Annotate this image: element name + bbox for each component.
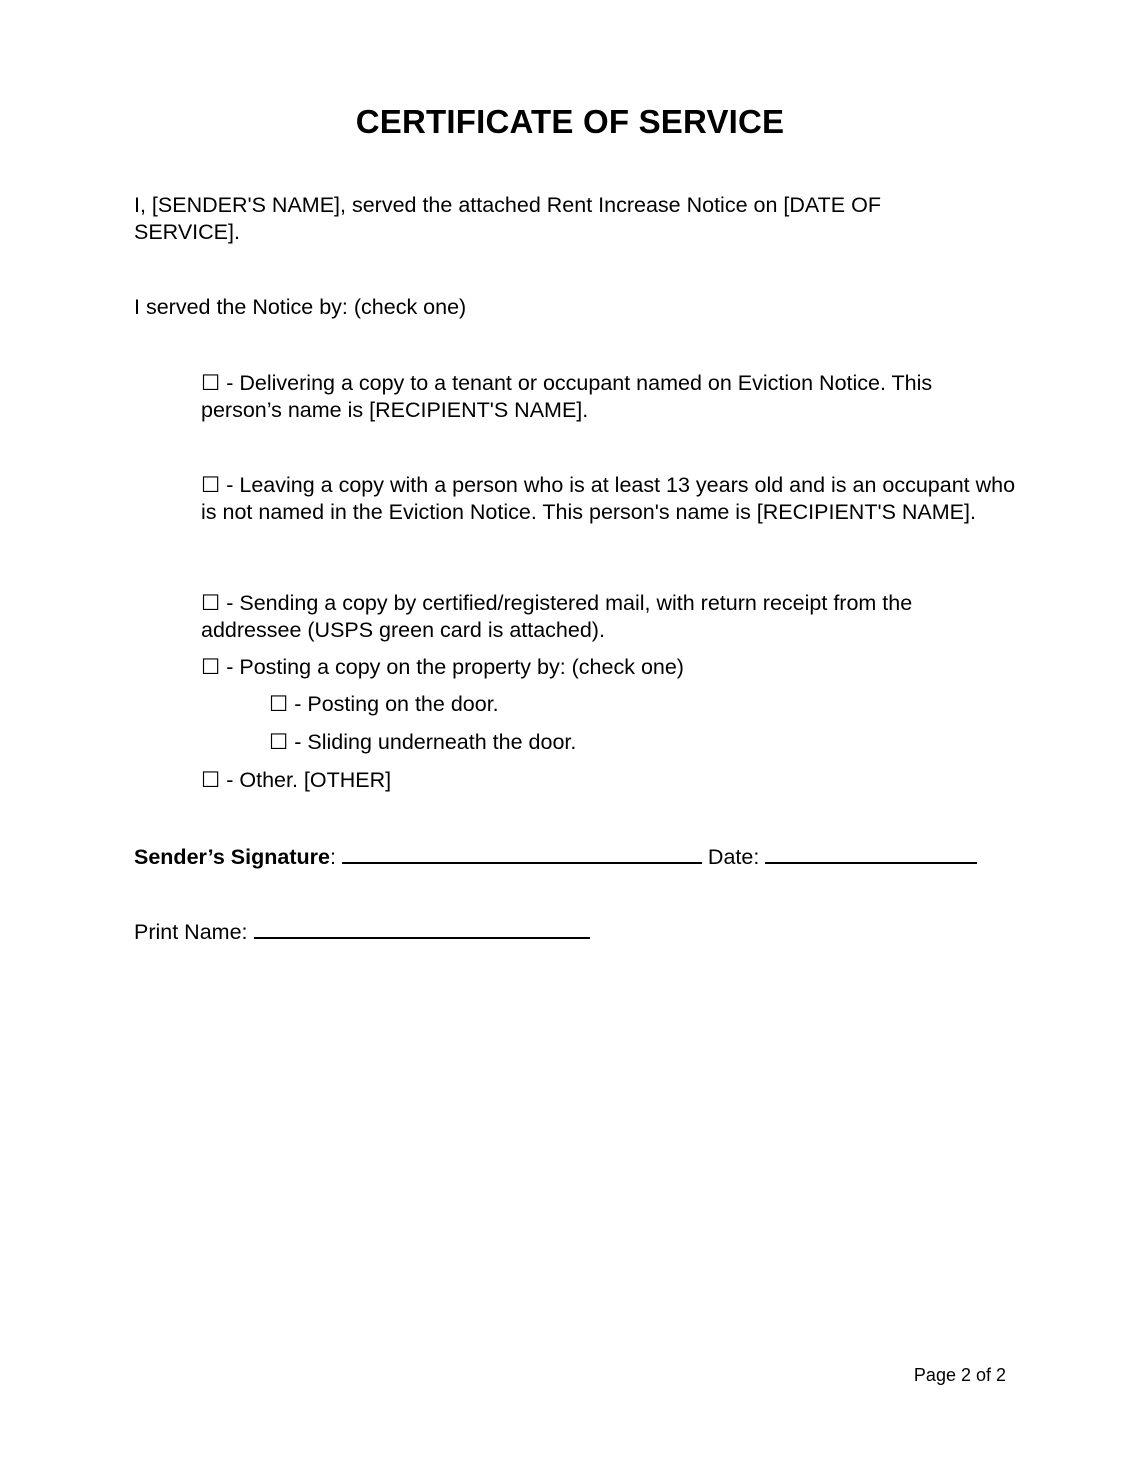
option-other-text: - Other. [OTHER] [220, 768, 392, 792]
option-other [201, 767, 1016, 794]
checkbox-sliding[interactable]: ☐ [269, 730, 289, 754]
option-delivering-text: - Delivering a copy to a tenant or occupant named on Eviction Notice. This person’s name is [RECIPIENT'S NAME]. [201, 371, 933, 422]
option-leaving-text: - Leaving a copy with a person who is at least 13 years old and is an occupant who is not named in the Eviction Notice. This person's name is [RECIPIENT'S NAME]. [201, 473, 1016, 524]
document-title: CERTIFICATE OF SERVICE [355, 103, 785, 140]
option-delivering [201, 370, 1016, 424]
sub-option-door-text: - Posting on the door. [288, 692, 499, 716]
checkbox-other[interactable]: ☐ [201, 768, 221, 792]
served-by-paragraph: I served the Notice by: (check one) [134, 295, 467, 319]
date-line[interactable] [765, 842, 977, 864]
option-mail [201, 590, 1016, 644]
print-name-row [134, 917, 590, 946]
checkbox-door[interactable]: ☐ [269, 692, 289, 716]
option-leaving [201, 472, 1016, 526]
checkbox-leaving[interactable]: ☐ [201, 473, 221, 497]
option-mail-text: - Sending a copy by certified/registered mail, with return receipt from the addressee (USPS green card is attached). [201, 591, 913, 642]
intro-paragraph: I, [SENDER'S NAME], served the attached Rent Increase Notice on [DATE OF SERVICE]. [134, 193, 881, 244]
checkbox-delivering[interactable]: ☐ [201, 371, 221, 395]
print-name-line[interactable] [254, 917, 590, 939]
date-label: Date: [707, 845, 760, 869]
option-posting [201, 654, 1016, 681]
signature-label: Sender’s Signature [134, 845, 330, 869]
signature-colon: : [329, 845, 336, 869]
signature-line[interactable] [342, 842, 702, 864]
sub-option-sliding-text: - Sliding underneath the door. [288, 730, 577, 754]
checkbox-mail[interactable]: ☐ [201, 591, 221, 615]
sub-option-door [269, 691, 969, 718]
page-number: Page 2 of 2 [913, 1365, 1006, 1385]
checkbox-posting[interactable]: ☐ [201, 655, 221, 679]
signature-row [134, 842, 1034, 871]
sub-option-sliding [269, 729, 969, 756]
print-name-label: Print Name: [134, 920, 248, 944]
option-posting-text: - Posting a copy on the property by: (check one) [220, 655, 684, 679]
